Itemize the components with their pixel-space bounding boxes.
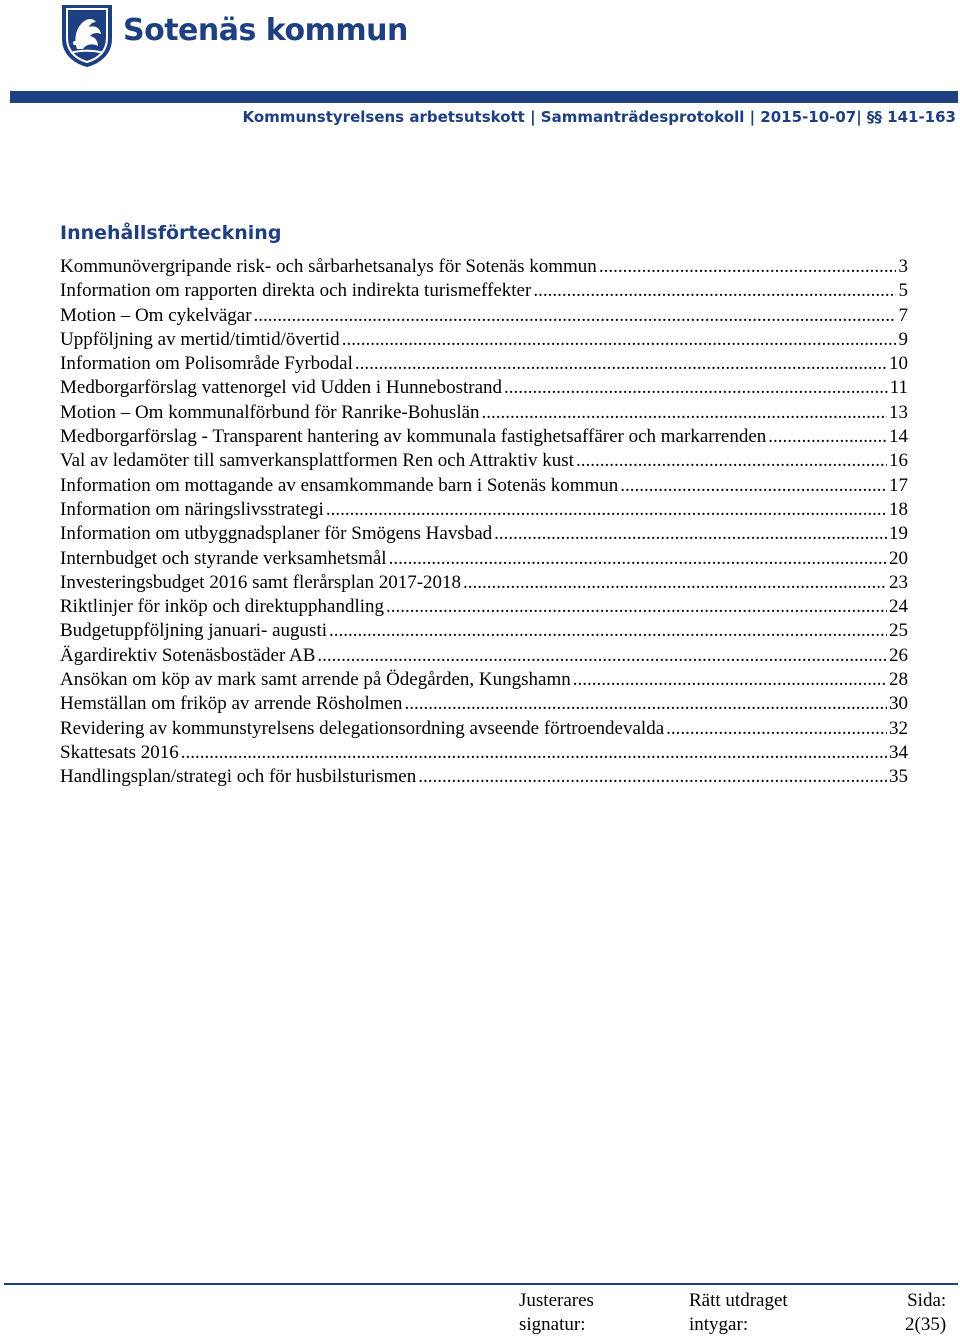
toc-entry[interactable] (60, 718, 908, 742)
footer-justerares-line2: signatur: (519, 1314, 586, 1335)
toc-leader-dots (573, 669, 887, 691)
toc-leader-dots (355, 353, 887, 375)
toc-entry[interactable] (60, 499, 908, 523)
toc-entry-page: 3 (898, 256, 908, 277)
toc-entry-title: Kommunövergripande risk- och sårbarhetsanalys för Sotenäs kommun (60, 256, 597, 277)
toc-leader-dots (666, 718, 887, 740)
toc-entry[interactable] (60, 620, 908, 644)
toc-entry[interactable] (60, 305, 908, 329)
toc-entry-page: 17 (889, 474, 908, 496)
toc-entry[interactable] (60, 742, 908, 766)
toc-entry-title: Information om mottagande av ensamkommande barn i Sotenäs kommun (60, 474, 619, 496)
toc-entry-page: 25 (889, 620, 908, 642)
toc-entry-page: 7 (898, 304, 908, 326)
toc-leader-dots (599, 256, 896, 278)
toc-leader-dots (620, 475, 887, 497)
toc-entry-page: 10 (889, 353, 908, 375)
toc-entry-title: Budgetuppföljning januari- augusti (60, 620, 328, 642)
toc-entry-title: Riktlinjer för inköp och direktupphandling (60, 596, 385, 618)
toc-entry-title: Uppföljning av mertid/timtid/övertid (60, 328, 340, 350)
toc-leader-dots (404, 693, 887, 715)
toc-title: Innehållsförteckning (60, 222, 282, 244)
toc-entry[interactable] (60, 426, 908, 450)
toc-entry[interactable] (60, 645, 908, 669)
toc-entry-title: Motion – Om cykelvägar (60, 304, 252, 326)
toc-entry-page: 26 (889, 644, 908, 666)
toc-leader-dots (418, 766, 887, 788)
toc-entry-page: 19 (889, 523, 908, 545)
toc-entry-title: Motion – Om kommunalförbund för Ranrike-Bohuslän (60, 401, 480, 423)
toc-entry-page: 28 (889, 669, 908, 691)
toc-entry-page: 14 (889, 426, 908, 448)
toc-leader-dots (329, 620, 887, 642)
toc-entry[interactable] (60, 475, 908, 499)
footer-divider (4, 1283, 958, 1285)
toc-leader-dots (504, 377, 888, 399)
footer-justerares (519, 1289, 594, 1337)
toc-entry-title: Information om Polisområde Fyrbodal (60, 353, 353, 375)
toc-leader-dots (342, 329, 896, 351)
toc-entry[interactable] (60, 329, 908, 353)
toc-entry[interactable] (60, 450, 908, 474)
toc-leader-dots (482, 402, 887, 424)
toc-entry[interactable] (60, 548, 908, 572)
toc-entry[interactable] (60, 596, 908, 620)
toc-leader-dots (386, 596, 887, 618)
toc-entry-page: 32 (889, 717, 908, 739)
toc-entry[interactable] (60, 280, 908, 304)
toc-entry-page: 9 (898, 328, 908, 350)
toc-entry[interactable] (60, 256, 908, 280)
footer-page-value: 2(35) (905, 1314, 947, 1335)
toc-entry[interactable] (60, 523, 908, 547)
footer-ratt-utdraget (689, 1289, 788, 1337)
toc-leader-dots (494, 523, 887, 545)
toc-entry-page: 34 (889, 741, 908, 763)
toc-entry-page: 23 (889, 571, 908, 593)
toc-entry-title: Investeringsbudget 2016 samt flerårsplan 2017-2018 (60, 571, 462, 593)
toc-entry[interactable] (60, 377, 908, 401)
toc-leader-dots (254, 305, 896, 327)
toc-entry-title: Medborgarförslag vattenorgel vid Udden i Hunnebostrand (60, 377, 503, 399)
document-header-line: Kommunstyrelsens arbetsutskott | Sammanträdesprotokoll | 2015-10-07| §§ 141-163 (242, 108, 956, 126)
toc-leader-dots (389, 548, 887, 570)
toc-entry-page: 24 (889, 596, 908, 618)
toc-entry-title: Revidering av kommunstyrelsens delegationsordning avseende förtroendevalda (60, 717, 665, 739)
toc-entry-title: Information om näringslivsstrategi (60, 498, 324, 520)
org-name: Sotenäs kommun (123, 13, 408, 48)
footer-page-number (905, 1289, 946, 1337)
toc-leader-dots (768, 426, 887, 448)
toc-entry-page: 20 (889, 547, 908, 569)
toc-entry-title: Hemställan om friköp av arrende Rösholmen (60, 693, 403, 715)
toc-entry-page: 5 (898, 280, 908, 302)
toc-entry[interactable] (60, 766, 908, 790)
toc-entry[interactable] (60, 572, 908, 596)
footer-page-label: Sida: (907, 1290, 947, 1311)
toc-entry-page: 16 (889, 450, 908, 472)
footer-justerares-line1: Justerares (519, 1290, 594, 1311)
toc-entry-title: Medborgarförslag - Transparent hantering av kommunala fastighetsaffärer och markarrenden (60, 426, 767, 448)
toc-entry[interactable] (60, 402, 908, 426)
toc-entry[interactable] (60, 353, 908, 377)
toc-entry-title: Information om rapporten direkta och indirekta turismeffekter (60, 280, 532, 302)
toc-leader-dots (326, 499, 887, 521)
footer-ratt-utdraget-line2: intygar: (689, 1314, 749, 1335)
footer-ratt-utdraget-line1: Rätt utdraget (689, 1290, 788, 1311)
toc-entry-title: Internbudget och styrande verksamhetsmål (60, 547, 387, 569)
toc-entry-page: 35 (889, 766, 908, 788)
toc-leader-dots (181, 742, 887, 764)
toc-entry-title: Val av ledamöter till samverkansplattformen Ren och Attraktiv kust (60, 450, 574, 472)
toc-entry-page: 30 (889, 693, 908, 715)
toc-entry-title: Handlingsplan/strategi och för husbilsturismen (60, 766, 417, 788)
toc-entry-title: Information om utbyggnadsplaner för Smögens Havsbad (60, 523, 493, 545)
municipality-shield-icon (59, 3, 115, 69)
toc-leader-dots (576, 450, 887, 472)
toc-entry-page: 11 (889, 377, 908, 399)
toc-entry-title: Ägardirektiv Sotenäsbostäder AB (60, 644, 316, 666)
toc-leader-dots (317, 645, 887, 667)
toc-leader-dots (463, 572, 887, 594)
toc-leader-dots (533, 280, 896, 302)
toc-list (60, 256, 908, 791)
toc-entry-page: 18 (889, 498, 908, 520)
toc-entry-title: Ansökan om köp av mark samt arrende på Ödegården, Kungshamn (60, 669, 571, 691)
toc-entry-page: 13 (889, 401, 908, 423)
toc-entry[interactable] (60, 693, 908, 717)
header-bar (10, 91, 958, 103)
toc-entry-title: Skattesats 2016 (60, 741, 179, 763)
toc-entry[interactable] (60, 669, 908, 693)
